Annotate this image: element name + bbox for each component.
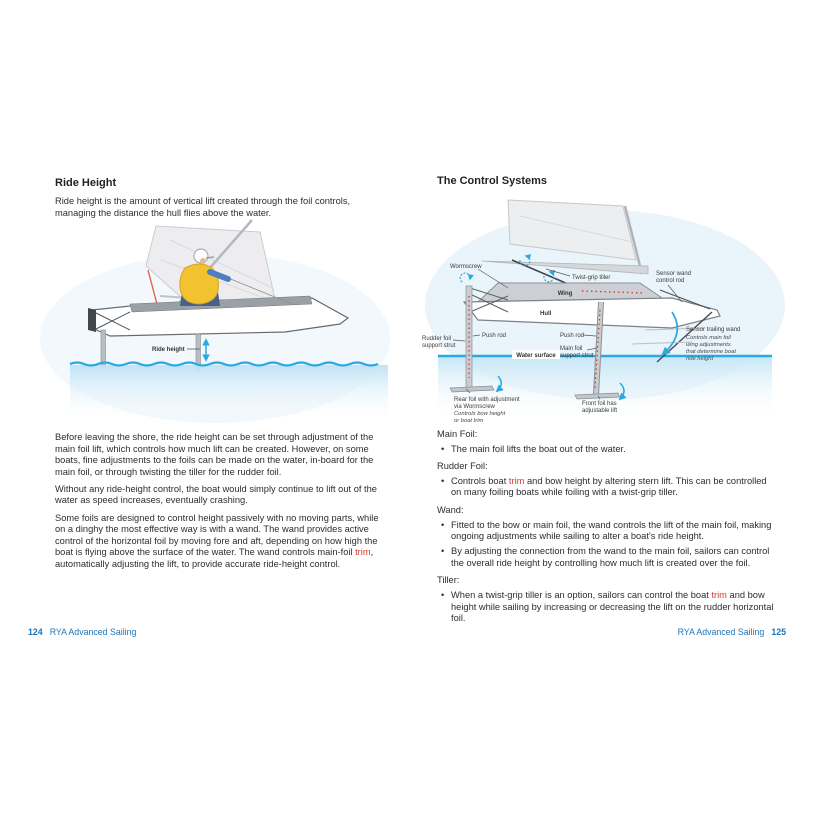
list-item [451, 476, 779, 499]
bullet-text-end: and bow height while sailing by increasing or decreasing the lift on the rudder horizontal foil. [451, 590, 774, 624]
label-main-strut-2: support strut [560, 353, 594, 359]
list-item [451, 590, 779, 625]
tiller-list [437, 590, 779, 625]
paragraph-3-end: , automatically adjusting the lift, to provide accurate ride-height control. [55, 547, 374, 569]
rudder-foil-list [437, 476, 779, 499]
left-intro-paragraph: Ride height is the amount of vertical lift created through the foil controls, managing the distance the hull flies above the water. [55, 196, 351, 218]
label-sensor-wand-rod-1: Sensor wand [656, 271, 692, 277]
label-push-rod-right: Push rod [560, 333, 585, 339]
bullet-text: Fitted to the bow or main foil, the wand controls the lift of the main foil, making ongoing adjustments while sailing to alter a boat's ride height. [451, 519, 772, 542]
list-item [451, 546, 779, 569]
face [200, 258, 206, 264]
label-wing: Wing [557, 291, 573, 297]
label-sensor-wand-rod-2: control rod [656, 278, 685, 284]
section-heading-wand: Wand: [437, 504, 464, 515]
section-heading-rudder-foil: Rudder Foil: [437, 461, 488, 472]
right-page-footer [678, 627, 786, 637]
right-page-title: The Control Systems [437, 175, 548, 187]
ride-height-illustration [30, 218, 390, 430]
bullet-text: The main foil lifts the boat out of the water. [451, 443, 626, 454]
label-rear-foil-1: Rear foil with adjustment [454, 397, 520, 403]
label-trailing-note-3: that determine boat [686, 349, 736, 355]
right-book-title: RYA Advanced Sailing [677, 627, 765, 637]
label-front-foil-1: Front foil has [582, 401, 617, 407]
label-trailing-note-1: Controls main foil [686, 335, 731, 341]
bullet-text: By adjusting the connection from the wand to the main foil, sailors can control the overall ride height by controlling how much lift is created over the foil. [451, 546, 770, 568]
paragraph-3 [55, 513, 389, 571]
left-page-body [55, 432, 389, 576]
label-rudder-strut-2: support strut [422, 343, 456, 349]
label-hull: Hull [540, 311, 552, 317]
left-page-header [55, 177, 389, 219]
right-page-body [437, 429, 779, 628]
section-heading-tiller: Tiller: [437, 575, 460, 586]
water-fill [70, 365, 388, 423]
label-rear-foil-2: via Wormscrew [454, 404, 495, 410]
label-trailing-note-4: ride height [686, 356, 714, 362]
paragraph-2: Without any ride-height control, the boat would simply continue to lift out of the water as speed increases, eventually crashing. [55, 483, 377, 506]
label-twist-grip-tiller: Twist-grip tiller [572, 275, 611, 281]
wand-list [437, 520, 779, 570]
label-main-strut-1: Main foil [560, 346, 583, 352]
trim-highlight: trim [355, 547, 371, 558]
section-heading-main-foil: Main Foil: [437, 429, 478, 439]
bullet-text: When a twist-grip tiller is an option, sailors can control the boat [451, 590, 712, 601]
list-item [451, 520, 779, 543]
control-systems-diagram [420, 190, 795, 435]
bullet-text: Controls boat [451, 475, 509, 486]
left-page-footer [28, 627, 136, 637]
trim-highlight: trim [508, 475, 525, 486]
paragraph-3-text: Some foils are designed to control height passively with no moving parts, while on a dinghy the most effective way is with a wand. The wand provides active control of the horizontal foil by moving fore and aft, depending on how high the boat is flying above the surface of the water. The wand controls main-foil [55, 512, 379, 558]
bullet-text-end: and bow height by altering stern lift. This can be controlled on many foiling boats while foiling with a twist-grip tiller. [451, 475, 767, 498]
label-rear-note-2: or boat trim [454, 418, 484, 424]
label-ride-height: Ride height [152, 347, 185, 353]
label-trailing-wand: Sensor trailing wand [686, 327, 741, 333]
label-water-surface: Water surface [516, 353, 556, 359]
left-book-title: RYA Advanced Sailing [49, 627, 137, 637]
list-item [451, 444, 779, 456]
left-page-title: Ride Height [55, 177, 117, 189]
cap-brim [206, 257, 214, 258]
right-page-number: 125 [771, 627, 786, 637]
main-foil-list [437, 444, 779, 456]
label-rear-note-1: Controls bow height [454, 411, 506, 417]
label-trailing-note-2: wing adjustments [686, 342, 731, 348]
label-wormscrew: Wormscrew [450, 264, 482, 270]
paragraph-1: Before leaving the shore, the ride height can be set through adjustment of the main foil lift, which controls how much lift can be created. However, on some boats, fine adjustments to the foils can be made on the water, in-board for the main foil, or through twisting the tiller for the rudder foil. [55, 432, 374, 477]
label-rudder-strut-1: Rudder foil [422, 336, 452, 342]
left-page-number: 124 [28, 627, 43, 637]
label-push-rod-left: Push rod [482, 333, 507, 339]
label-front-foil-2: adjustable lift [582, 408, 618, 414]
stern-gantry [88, 308, 96, 332]
trim-highlight: trim [711, 590, 727, 601]
